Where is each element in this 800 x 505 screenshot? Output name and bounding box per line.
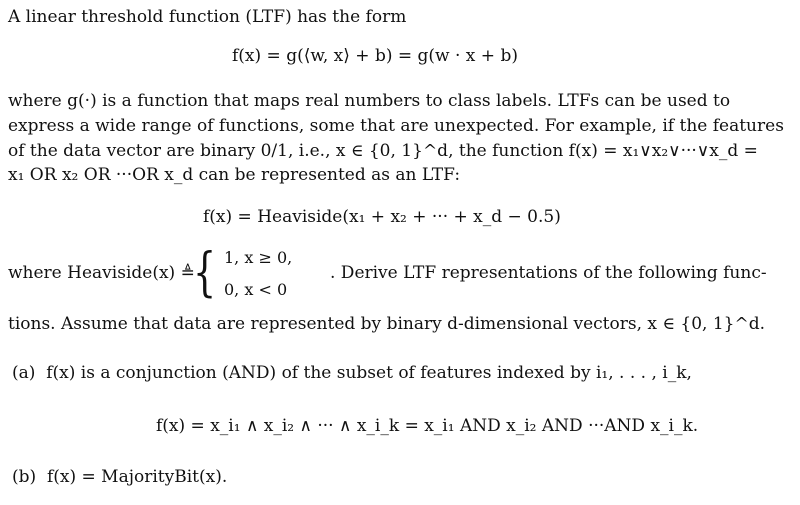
case-two bbox=[224, 280, 287, 299]
intro-sentence bbox=[8, 6, 406, 28]
paragraph-line-4-text: x₁ OR x₂ OR ···OR x_d can be represented as an LTF: bbox=[8, 165, 461, 185]
part-a bbox=[12, 362, 692, 384]
cases-brace: { bbox=[193, 243, 217, 303]
part-a-text: f(x) is a conjunction (AND) of the subset of features indexed by i₁, . . . , i_k, bbox=[46, 363, 692, 383]
assumption-text: tions. Assume that data are represented by binary d-dimensional vectors, x ∈ {0, 1}^d. bbox=[8, 314, 765, 334]
paragraph-line-3 bbox=[8, 140, 758, 162]
heaviside-ltf-equation-text: f(x) = Heaviside(x₁ + x₂ + ··· + x_d − 0.5) bbox=[203, 207, 561, 227]
heaviside-ltf-equation bbox=[203, 205, 561, 229]
heaviside-def-suffix-text: . Derive LTF representations of the following func- bbox=[330, 263, 767, 283]
case-two-text: 0, x < 0 bbox=[224, 280, 288, 299]
part-b-label: (b) bbox=[12, 467, 37, 487]
paragraph-line-2-text: express a wide range of functions, some that are unexpected. For example, if the features bbox=[8, 116, 784, 136]
part-a-label: (a) bbox=[12, 363, 36, 383]
paragraph-line-3-text: of the data vector are binary 0/1, i.e., x ∈ {0, 1}^d, the function f(x) = x₁∨x₂∨···∨x_d = bbox=[8, 141, 758, 161]
ltf-equation bbox=[232, 44, 518, 68]
case-one bbox=[224, 248, 292, 267]
paragraph-line-2 bbox=[8, 115, 784, 137]
assumption-line bbox=[8, 313, 765, 335]
case-one-text: 1, x ≥ 0, bbox=[224, 248, 293, 267]
paragraph-line-4 bbox=[8, 164, 460, 186]
heaviside-def-prefix bbox=[8, 262, 195, 284]
conjunction-equation-text: f(x) = x_i₁ ∧ x_i₂ ∧ ··· ∧ x_i_k = x_i₁ AND x_i₂ AND ···AND x_i_k. bbox=[156, 416, 699, 436]
intro-text: A linear threshold function (LTF) has the form bbox=[8, 7, 407, 27]
heaviside-def-suffix bbox=[330, 262, 767, 284]
conjunction-equation bbox=[156, 414, 698, 438]
part-b-text: f(x) = MajorityBit(x). bbox=[46, 467, 228, 487]
part-b bbox=[12, 466, 227, 488]
paragraph-line-1-text: where g(·) is a function that maps real numbers to class labels. LTFs can be used to bbox=[8, 91, 731, 111]
ltf-equation-text: f(x) = g(⟨w, x⟩ + b) = g(w · x + b) bbox=[232, 46, 518, 66]
heaviside-def-prefix-text: where Heaviside(x) ≜ bbox=[8, 263, 195, 283]
paragraph-line-1 bbox=[8, 90, 730, 112]
